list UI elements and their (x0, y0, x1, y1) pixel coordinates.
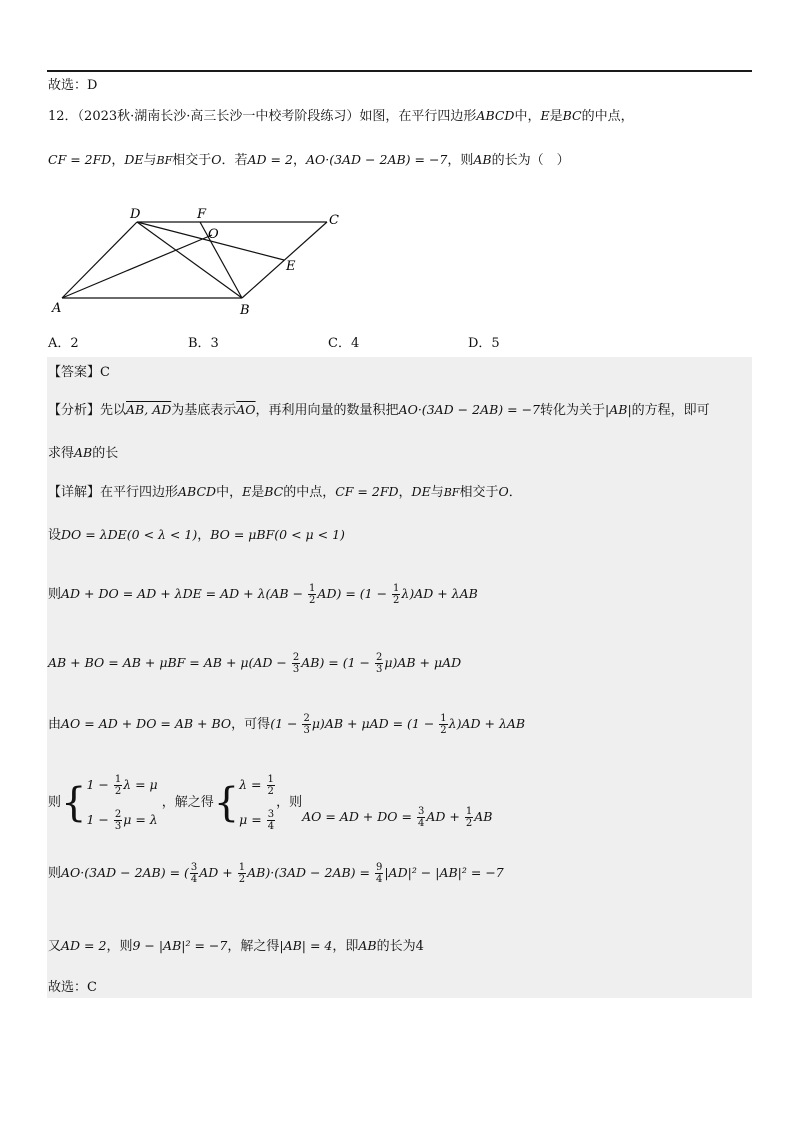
q-math: O (211, 152, 222, 167)
frac-num: 3 (417, 805, 425, 817)
frac-den: 2 (393, 595, 400, 606)
frac-num: 1 (114, 774, 122, 785)
also-word: 又 (48, 939, 62, 954)
frac-den: 2 (267, 786, 274, 797)
q-text: 的中点， (581, 109, 634, 124)
analysis-tag: 【分析】 (48, 403, 101, 418)
frac-den: 2 (309, 595, 316, 606)
let-eq1: DO = λDE(0 < λ < 1) (61, 527, 198, 542)
eq2: AB) = (1 − (301, 655, 374, 670)
from-eq2: (1 − (270, 716, 302, 731)
d-math: O (498, 484, 509, 499)
question-line-1 (48, 106, 634, 127)
also-math: |AB| = 4 (279, 938, 333, 953)
label-c: C (329, 213, 339, 228)
a-math: AO·(3AD − 2AB) = −7 (398, 402, 540, 417)
frac-den: 4 (267, 821, 275, 832)
q-math: AO·(3AD − 2AB) = −7 (305, 152, 448, 167)
sys-text: 1 − (86, 777, 113, 792)
option-a[interactable]: A．2 (48, 336, 79, 351)
also-math: 9 − |AB|² = −7 (132, 938, 228, 953)
dot-eq: AB)·(3AD − 2AB) = (247, 865, 374, 880)
fraction (392, 583, 400, 606)
q-text: ，则 (447, 153, 474, 168)
segment-ao (62, 235, 212, 298)
d-text: ． (508, 485, 522, 500)
fraction (375, 862, 383, 885)
dot-product-line (48, 862, 504, 885)
from-eq2: μ)AB + μAD = (1 − (311, 716, 439, 731)
final-answer: 故选：C (48, 980, 97, 995)
fraction (292, 652, 300, 675)
also-text: ，解之得 (227, 939, 280, 954)
d-text: 中， (216, 485, 243, 500)
a-text: 先以 (100, 403, 127, 418)
fraction (238, 862, 246, 885)
also-math: AB (358, 938, 377, 953)
from-line (48, 713, 525, 736)
q-text: ， (111, 153, 125, 168)
q-text: 相交于 (172, 153, 212, 168)
label-a: A (52, 301, 62, 316)
q-math: BC (562, 108, 582, 123)
eq2: AB + BO = AB + μBF = AB + μ(AD − (48, 655, 291, 670)
d-math: BF (443, 486, 460, 499)
d-text: 与 (430, 485, 444, 500)
eq2: μ)AB + μAD (384, 655, 462, 670)
d-math: CF = 2FD (335, 484, 399, 499)
fraction (439, 713, 447, 736)
side-cb (242, 222, 327, 298)
solution-panel (47, 357, 752, 998)
dot-eq: |AD|² − |AB|² = −7 (384, 865, 504, 880)
from-word: 由 (48, 717, 62, 732)
option-d[interactable]: D．5 (468, 336, 500, 351)
frac-num: 2 (376, 652, 383, 663)
then-line-1 (48, 583, 478, 606)
a-text: ，再利用向量的数量积把 (255, 403, 399, 418)
let-word: 设 (48, 528, 62, 543)
frac-den: 3 (292, 664, 300, 675)
fraction (190, 862, 198, 885)
frac-den: 3 (376, 664, 383, 675)
label-d: D (130, 207, 141, 222)
label-b: B (240, 303, 250, 318)
d-math: BC (264, 484, 284, 499)
d-math: E (242, 484, 252, 499)
d-math: ABCD (178, 484, 217, 499)
from-eq2: λ)AD + λAB (448, 716, 526, 731)
ao-eq: AB (474, 808, 493, 824)
d-math: DE (411, 484, 431, 499)
answer-value: C (100, 365, 110, 380)
a-math: $\overline{AO}$ (236, 402, 256, 417)
left-brace: { (213, 780, 240, 826)
let-line (48, 525, 345, 546)
solution-row-mu (239, 803, 276, 838)
dot-eq: AO·(3AD − 2AB) = ( (61, 865, 189, 880)
frac-num: 1 (440, 713, 447, 724)
label-e: E (286, 259, 296, 274)
sys-text: μ = λ (123, 812, 158, 827)
system-rows (86, 768, 157, 838)
option-c[interactable]: C．4 (328, 336, 360, 351)
q-text: 中， (514, 109, 541, 124)
frac-den: 4 (417, 817, 425, 829)
then1-eq: AD) = (1 − (317, 586, 392, 601)
segment-fb (200, 222, 242, 298)
frac-num: 3 (267, 809, 275, 820)
also-math: AD = 2 (61, 938, 107, 953)
frac-den: 3 (114, 821, 122, 832)
analysis-line-1 (48, 400, 710, 421)
also-text: ，即 (332, 939, 359, 954)
frac-den: 2 (465, 817, 473, 829)
system-block (48, 768, 492, 838)
also-text: 的长为4 (376, 939, 424, 954)
question-line-2 (48, 150, 570, 171)
q-math: AD = 2 (247, 152, 293, 167)
fraction (114, 809, 122, 832)
frac-num: 3 (190, 862, 198, 873)
also-line (48, 936, 424, 957)
sys-text: 1 − (86, 812, 113, 827)
sys-solve: ，解之得 (161, 795, 214, 810)
sys-text: λ = μ (123, 777, 158, 792)
solution-rows (239, 768, 276, 838)
fraction (417, 806, 425, 829)
label-f: F (197, 207, 207, 222)
q-math: E (540, 108, 550, 123)
dot-then: 则 (48, 866, 62, 881)
q-text: ．若 (221, 153, 248, 168)
q-text: 与 (143, 153, 157, 168)
fraction (114, 774, 122, 797)
question-source: （2023秋·湖南长沙·高三长沙一中校考阶段练习） (77, 109, 360, 124)
fraction (302, 713, 310, 736)
answer-tag: 【答案】 (48, 365, 101, 380)
frac-den: 2 (238, 874, 246, 885)
d-text: 的中点， (283, 485, 336, 500)
frac-num: 2 (303, 713, 310, 724)
frac-num: 1 (238, 862, 246, 873)
q-math: DE (124, 152, 144, 167)
q-text: 的长为（ ） (491, 153, 570, 168)
top-rule (47, 70, 752, 72)
eq-line-2 (48, 652, 461, 675)
frac-num: 1 (309, 583, 316, 594)
ao-eq: AD + (426, 808, 464, 824)
ao-expression (302, 805, 493, 829)
question-number: 12． (48, 109, 78, 124)
parallelogram-figure (40, 200, 360, 320)
solution-row-lambda (239, 768, 276, 803)
frac-num: 2 (292, 652, 300, 663)
a-math: AB, AD (126, 402, 172, 417)
then1-eq: λ)AD + λAB (401, 586, 478, 601)
system-row-1 (86, 768, 157, 803)
frac-den: 2 (440, 725, 447, 736)
from-eq: AO = AD + DO = AB + BO (61, 716, 232, 731)
frac-num: 1 (393, 583, 400, 594)
d-text: ， (398, 485, 412, 500)
then1-eq: AD + DO = AD + λDE = AD + λ(AB − (61, 586, 308, 601)
then-word: 则 (48, 587, 62, 602)
d-text: 在平行四边形 (100, 485, 179, 500)
d-text: 相交于 (459, 485, 499, 500)
sol-then: ，则 (276, 795, 303, 810)
a-math: AB (74, 445, 93, 460)
q-math: BF (156, 154, 173, 167)
frac-num: 1 (267, 774, 274, 785)
sol-text: μ = (239, 812, 266, 827)
d-text: 是 (251, 485, 265, 500)
label-o: O (208, 227, 219, 242)
fraction (267, 809, 275, 832)
let-sep: ， (197, 528, 211, 543)
q-math: AB (473, 152, 492, 167)
fraction (308, 583, 316, 606)
dot-eq: AD + (199, 865, 237, 880)
also-text: ，则 (106, 939, 133, 954)
detail-line-1 (48, 482, 522, 503)
sol-text: λ = (239, 777, 266, 792)
fraction (465, 806, 473, 829)
frac-den: 2 (114, 786, 122, 797)
a-text: 的长 (92, 446, 119, 461)
q-text: ， (292, 153, 306, 168)
a-text: 转化为关于 (540, 403, 606, 418)
q-math: ABCD (476, 108, 515, 123)
previous-answer: 故选：D (48, 78, 98, 93)
frac-den: 4 (190, 874, 198, 885)
ao-eq: AO = AD + DO = (302, 808, 416, 824)
frac-num: 9 (375, 862, 383, 873)
let-eq2: BO = μBF(0 < μ < 1) (210, 527, 345, 542)
frac-num: 1 (465, 805, 473, 817)
a-text: 的方程，即可 (631, 403, 710, 418)
frac-num: 2 (114, 809, 122, 820)
left-brace: { (61, 780, 87, 826)
frac-den: 3 (303, 725, 310, 736)
sys-then: 则 (48, 795, 62, 810)
fraction (375, 652, 383, 675)
a-text: 为基底表示 (171, 403, 237, 418)
fraction (267, 774, 275, 797)
a-math: |AB| (605, 402, 632, 417)
from-text: ，可得 (231, 717, 271, 732)
analysis-line-2 (48, 443, 118, 464)
q-text: 是 (549, 109, 563, 124)
frac-den: 4 (375, 874, 383, 885)
detail-tag: 【详解】 (48, 485, 101, 500)
system-row-2 (86, 803, 157, 838)
q-text: 如图，在平行四边形 (359, 109, 477, 124)
a-text: 求得 (48, 446, 75, 461)
q-math: CF = 2FD (48, 152, 112, 167)
answer-line (48, 363, 110, 383)
option-b[interactable]: B．3 (188, 336, 219, 351)
side-ad (62, 222, 137, 298)
